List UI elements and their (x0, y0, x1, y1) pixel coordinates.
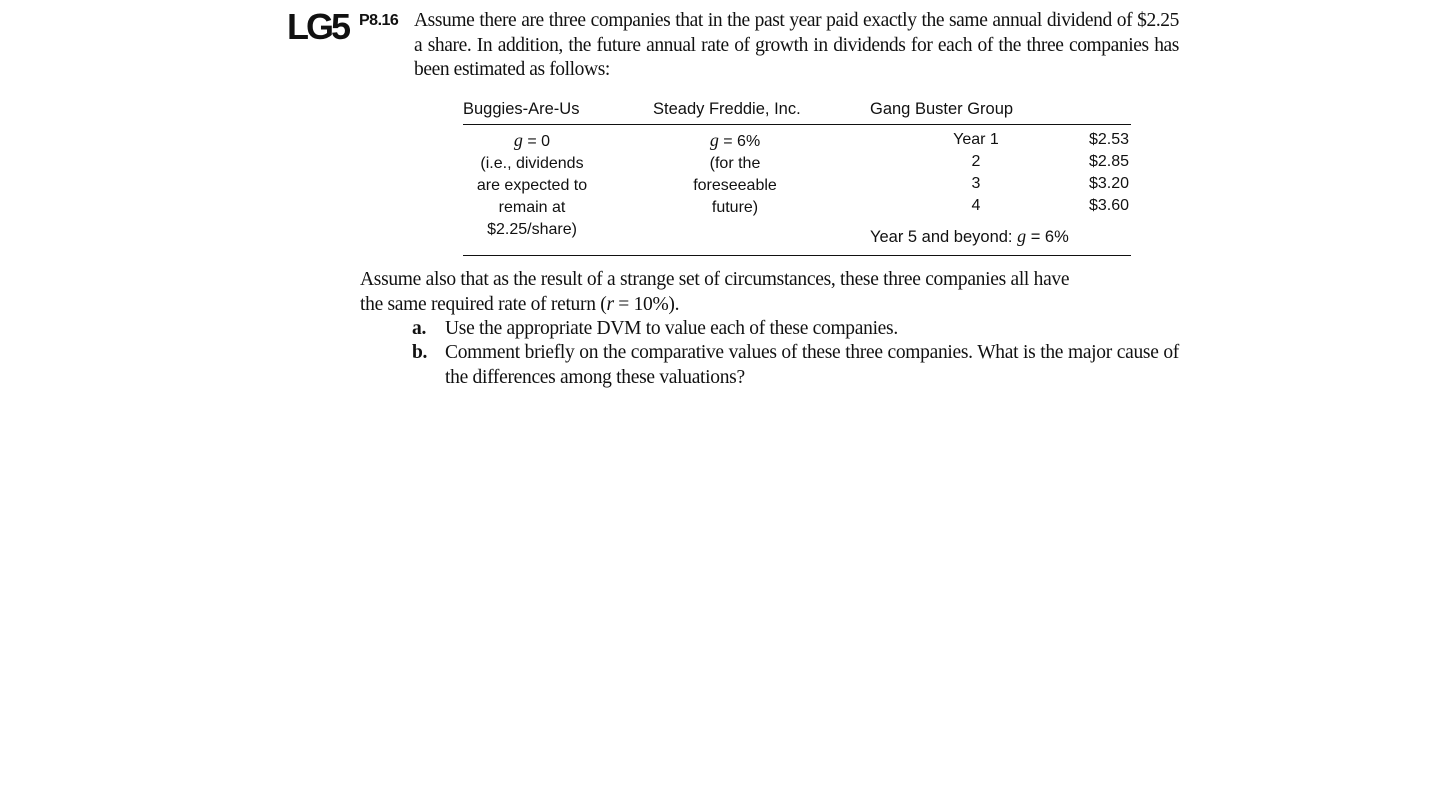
gang-buster-year: 2 (971, 153, 981, 170)
header-gang-buster: Gang Buster Group (870, 100, 1014, 118)
buggies-growth: g = 0 (513, 130, 551, 150)
problem-number: P8.16 (359, 12, 399, 29)
gang-buster-dividend: $2.85 (1088, 153, 1129, 170)
header-buggies-are-us: Buggies-Are-Us (463, 100, 580, 118)
freddie-note-line: (for the (709, 155, 761, 172)
gang-buster-dividend: $3.20 (1088, 175, 1129, 192)
header-steady-freddie: Steady Freddie, Inc. (653, 100, 801, 118)
item-label: a. (412, 318, 427, 339)
item-text: Comment briefly on the comparative values of these three companies. What is the major cause of the differences among these valuations? (445, 342, 1179, 388)
assumption-line: the same required rate of return (r = 10%). (360, 293, 680, 315)
problem-intro: Assume there are three companies that in the past year paid exactly the same annual dividend of $2.25 a share. In addition, the future annual rate of growth in dividends for each of the three companies has been estimated as follows: (414, 10, 1179, 80)
buggies-note-line: are expected to (476, 177, 588, 194)
question-item-b (412, 341, 1179, 391)
buggies-note-line: (i.e., dividends (480, 155, 584, 172)
gang-buster-long-run-growth: Year 5 and beyond: g = 6% (870, 226, 1069, 246)
learning-goal-badge (287, 6, 349, 47)
buggies-note-line: remain at (498, 199, 566, 216)
buggies-note-line: $2.25/share) (487, 221, 577, 238)
gang-buster-year: Year 1 (953, 131, 999, 148)
learning-goal-number: 5 (331, 6, 349, 47)
gang-buster-dividend: $3.60 (1088, 197, 1129, 214)
gang-buster-dividend: $2.53 (1088, 131, 1129, 148)
assumption-line: Assume also that as the result of a strange set of circumstances, these three companies all have (360, 269, 1070, 290)
item-label: b. (412, 342, 428, 363)
dividend-growth-table (463, 96, 1131, 257)
learning-goal-prefix: LG (287, 6, 331, 47)
freddie-column (675, 129, 795, 219)
assumption-paragraph (360, 268, 1178, 317)
gang-buster-year: 4 (971, 197, 981, 214)
freddie-note-line: future) (711, 199, 759, 216)
freddie-growth: g = 6% (709, 130, 761, 150)
buggies-column (463, 129, 601, 241)
table-top-rule (463, 124, 1131, 125)
question-item-a (412, 317, 1179, 342)
table-bottom-rule (463, 255, 1131, 256)
item-text: Use the appropriate DVM to value each of these companies. (445, 318, 898, 339)
gang-buster-year: 3 (971, 175, 981, 192)
freddie-note-line: foreseeable (693, 177, 777, 194)
